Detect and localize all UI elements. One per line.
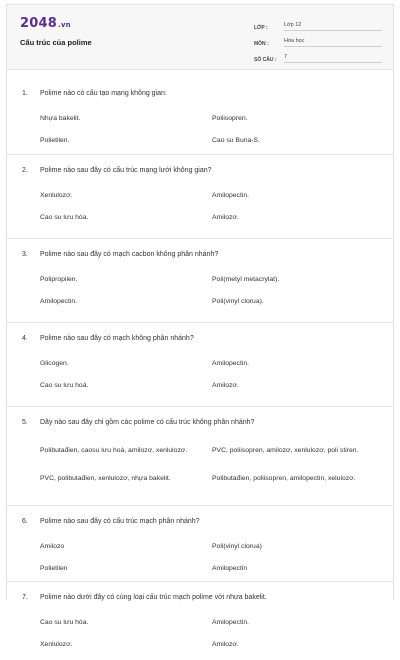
- question-stem: [7, 514, 393, 528]
- option-b[interactable]: Poliisopren.: [212, 115, 248, 122]
- option-b[interactable]: Amilopectin.: [212, 619, 250, 626]
- worksheet-meta: [254, 17, 382, 65]
- option-c[interactable]: Cao su lưu hoá.: [40, 382, 89, 389]
- option-c[interactable]: PVC, polibutađien, xenlulozơ, nhựa bakelit.: [40, 475, 171, 482]
- option-a[interactable]: Nhựa bakelit.: [40, 115, 81, 122]
- logo-tld: .vn: [57, 21, 71, 29]
- question-number: 6.: [22, 517, 28, 525]
- question-stem: [7, 247, 393, 261]
- question-number: 5.: [22, 418, 28, 426]
- option-grid: [7, 269, 393, 313]
- question-number: 3.: [22, 250, 28, 258]
- option-b[interactable]: Poli(vinyl clorua): [212, 543, 262, 550]
- meta-class-value: Lớp 12: [284, 22, 382, 31]
- question-3: [7, 239, 393, 323]
- option-d[interactable]: Amilozơ.: [212, 214, 239, 221]
- meta-subject-value: Hóa học: [284, 38, 382, 47]
- worksheet-header: [7, 5, 393, 70]
- option-d[interactable]: Amilozơ.: [212, 382, 239, 389]
- option-d[interactable]: Amilozơ.: [212, 641, 239, 648]
- option-grid: [7, 536, 393, 580]
- logo-text: 2048: [20, 16, 57, 31]
- option-d[interactable]: Polibutađien, poliisopren, amilopectin, xelulozơ.: [212, 475, 356, 482]
- option-grid: [7, 108, 393, 152]
- option-grid: [7, 353, 393, 397]
- option-a[interactable]: Xenlulozơ.: [40, 192, 73, 199]
- option-b[interactable]: Amilopectin.: [212, 192, 250, 199]
- option-b[interactable]: Poli(metyl metacrylat).: [212, 276, 280, 283]
- option-a[interactable]: Polibutađien, caosu lưu hoá, amilozơ, xenlulozơ.: [40, 447, 188, 454]
- question-7: [7, 582, 393, 660]
- option-grid: [7, 437, 393, 493]
- question-text: Polime nào sau đây có mạch cacbon không phân nhánh?: [40, 250, 219, 258]
- option-c[interactable]: Amilopectin.: [40, 298, 78, 305]
- meta-class-label: LỚP :: [254, 25, 268, 31]
- question-number: 2.: [22, 166, 28, 174]
- question-stem: [7, 590, 393, 604]
- option-a[interactable]: Amilozo: [40, 543, 65, 550]
- question-text: Polime nào có cấu tạo mạng không gian:: [40, 89, 167, 97]
- meta-count-value: 7: [284, 54, 382, 63]
- question-number: 1.: [22, 89, 28, 97]
- question-stem: [7, 163, 393, 177]
- question-stem: [7, 86, 393, 100]
- option-d[interactable]: Amilopectin: [212, 565, 248, 572]
- question-text: Polime nào dưới đây có cùng loại cấu trúc mạch polime với nhựa bakelit.: [40, 593, 267, 601]
- option-c[interactable]: Cao su lưu hóa.: [40, 214, 89, 221]
- question-text: Polime nào sau đây có cấu trúc mạng lưới không gian?: [40, 166, 212, 174]
- worksheet-page: [6, 4, 394, 648]
- option-b[interactable]: PVC, poliisopren, amilozơ, xenlulozơ, poli stiren.: [212, 447, 359, 454]
- question-stem: [7, 415, 393, 429]
- meta-count-row: [254, 49, 382, 63]
- question-6: [7, 506, 393, 582]
- meta-subject-row: [254, 33, 382, 47]
- option-grid: [7, 612, 393, 656]
- meta-count-label: SỐ CÂU :: [254, 57, 277, 63]
- option-grid: [7, 185, 393, 229]
- question-number: 4.: [22, 334, 28, 342]
- option-d[interactable]: Cao su Buna-S.: [212, 137, 260, 144]
- question-text: Polime nào sau đây có cấu trúc mạch phân nhánh?: [40, 517, 200, 525]
- option-d[interactable]: Poli(vinyl clorua).: [212, 298, 264, 305]
- option-c[interactable]: Polietilen.: [40, 137, 70, 144]
- question-1: [7, 86, 393, 155]
- option-a[interactable]: Polipropilen.: [40, 276, 78, 283]
- question-number: 7.: [22, 593, 28, 601]
- option-c[interactable]: Xenlulozơ.: [40, 641, 73, 648]
- meta-class-row: [254, 17, 382, 31]
- meta-subject-label: MÔN :: [254, 41, 269, 47]
- option-a[interactable]: Glicogen.: [40, 360, 69, 367]
- question-stem: [7, 331, 393, 345]
- question-text: Polime nào sau đây có mạch không phân nhánh?: [40, 334, 194, 342]
- option-c[interactable]: Polietilen: [40, 565, 68, 572]
- question-text: Dãy nào sau đây chỉ gồm các polime có cấu trúc không phân nhánh?: [40, 418, 255, 426]
- question-5: [7, 407, 393, 506]
- site-logo[interactable]: [20, 16, 71, 31]
- option-b[interactable]: Amilopectin.: [212, 360, 250, 367]
- question-list: [7, 70, 393, 660]
- question-2: [7, 155, 393, 239]
- question-4: [7, 323, 393, 407]
- option-a[interactable]: Cao su lưu hóa.: [40, 619, 89, 626]
- worksheet-title: Cấu trúc của polime: [20, 38, 92, 47]
